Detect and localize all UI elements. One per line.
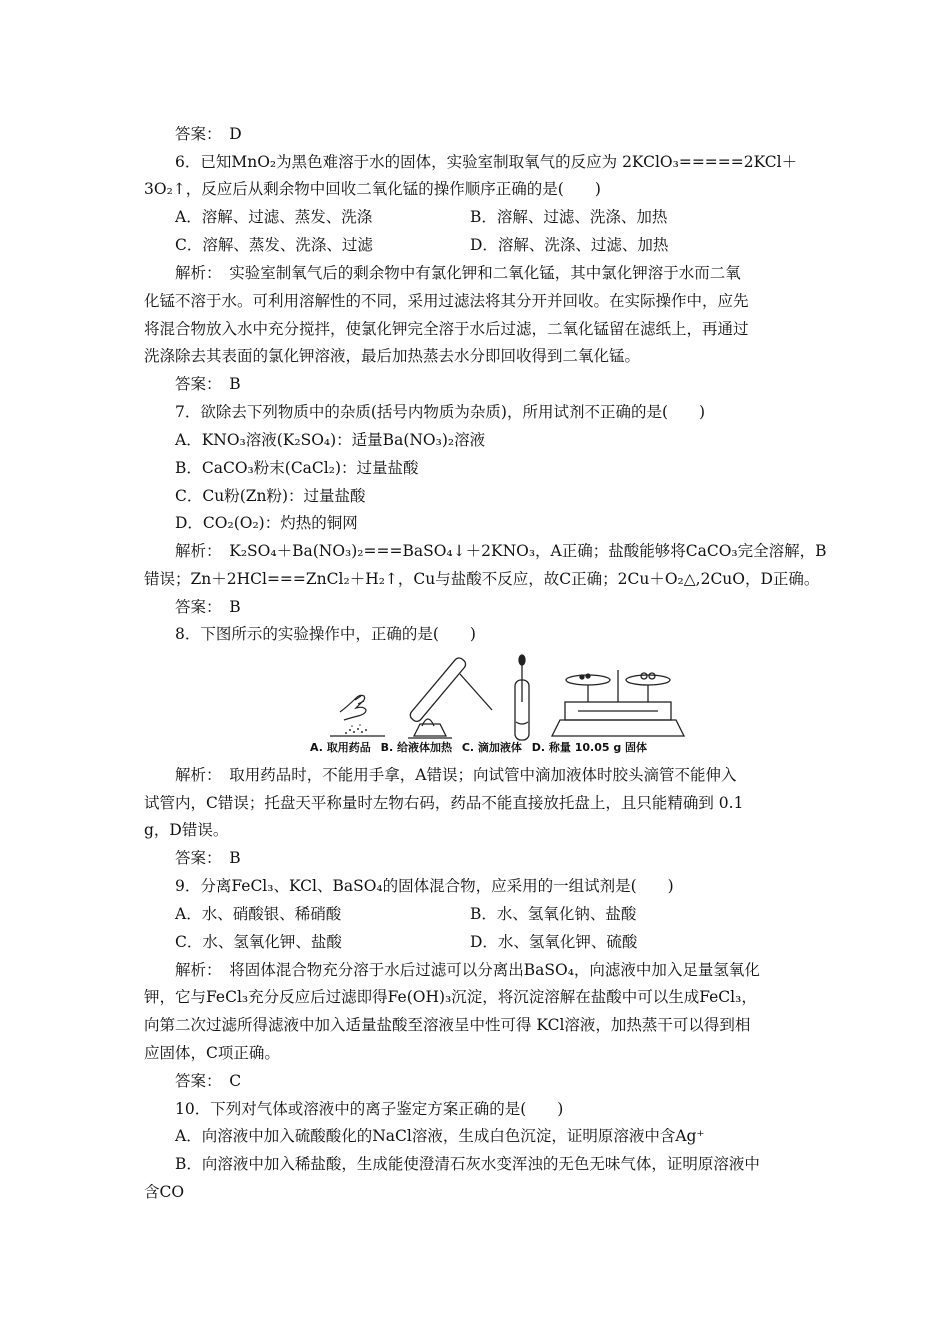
q7-explanation-line1: 解析： K₂SO₄＋Ba(NO₃)₂===BaSO₄↓＋2KNO₃，A正确；盐酸能够将CaCO₃完全溶解，B bbox=[175, 542, 827, 560]
question-6-line1: 6．已知MnO₂为黑色难溶于水的固体，实验室制取氧气的反应为 2KClO₃=====2KCl＋ bbox=[175, 153, 798, 171]
q9-explanation-line1: 解析： 将固体混合物充分溶于水后过滤可以分离出BaSO₄，向滤液中加入足量氢氧化 bbox=[175, 961, 760, 979]
question-7: 7．欲除去下列物质中的杂质(括号内物质为杂质)，所用试剂不正确的是( ) bbox=[175, 403, 706, 421]
dropper-test-tube-illustration bbox=[515, 655, 529, 740]
q6-option-a: A．溶解、过滤、蒸发、洗涤 bbox=[175, 208, 373, 226]
question-6-line2: 3O₂↑，反应后从剩余物中回收二氧化锰的操作顺序正确的是( ) bbox=[144, 180, 601, 198]
answer-6: 答案： B bbox=[175, 375, 241, 393]
q6-explanation-line1: 解析： 实验室制氧气后的剩余物中有氯化钾和二氧化锰，其中氯化钾溶于水而二氧 bbox=[175, 264, 741, 282]
caption-a: A. 取用药品 bbox=[310, 741, 371, 754]
q6-explanation-line3: 将混合物放入水中充分搅拌，使氯化钾完全溶于水后过滤，二氧化锰留在滤纸上，再通过 bbox=[144, 320, 749, 338]
q9-explanation-line4: 应固体，C项正确。 bbox=[144, 1044, 280, 1062]
q9-explanation-line2: 钾，它与FeCl₃充分反应后过滤即得Fe(OH)₃沉淀，将沉淀溶解在盐酸中可以生成FeCl₃， bbox=[144, 988, 757, 1006]
question-10: 10．下列对气体或溶液中的离子鉴定方案正确的是( ) bbox=[175, 1100, 564, 1118]
question-8: 8．下图所示的实验操作中，正确的是( ) bbox=[175, 625, 476, 643]
caption-b: B. 给液体加热 bbox=[380, 741, 452, 754]
q9-option-c: C．水、氢氧化钾、盐酸 bbox=[175, 933, 342, 951]
q7-option-d: D．CO₂(O₂)：灼热的铜网 bbox=[175, 514, 358, 532]
q6-option-d: D．溶解、洗涤、过滤、加热 bbox=[470, 236, 669, 254]
hand-taking-reagent-illustration bbox=[330, 695, 385, 736]
answer-5: 答案： D bbox=[175, 125, 242, 143]
q7-option-a: A．KNO₃溶液(K₂SO₄)：适量Ba(NO₃)₂溶液 bbox=[175, 431, 486, 449]
answer-8: 答案： B bbox=[175, 849, 241, 867]
q9-option-a: A．水、硝酸银、稀硝酸 bbox=[175, 905, 342, 923]
test-tube-heating-illustration bbox=[408, 656, 492, 738]
balance-illustration bbox=[552, 670, 684, 736]
q8-explanation-line3: g，D错误。 bbox=[144, 821, 229, 839]
answer-9: 答案： C bbox=[175, 1072, 242, 1090]
q7-option-b: B．CaCO₃粉末(CaCl₂)：过量盐酸 bbox=[175, 459, 419, 477]
q8-explanation-line1: 解析： 取用药品时，不能用手拿，A错误；向试管中滴加液体时胶头滴管不能伸入 bbox=[175, 766, 737, 784]
figure-captions bbox=[310, 739, 685, 755]
q7-explanation-line2: 错误；Zn＋2HCl===ZnCl₂＋H₂↑，Cu与盐酸不反应，故C正确；2Cu＋O₂△,2CuO，D正确。 bbox=[144, 570, 820, 588]
q6-option-c: C．溶解、蒸发、洗涤、过滤 bbox=[175, 236, 373, 254]
q9-option-d: D．水、氢氧化钾、硫酸 bbox=[470, 933, 638, 951]
caption-c: C. 滴加液体 bbox=[461, 741, 522, 754]
q9-option-b: B．水、氢氧化钠、盐酸 bbox=[470, 905, 637, 923]
q6-option-b: B．溶解、过滤、洗涤、加热 bbox=[470, 208, 668, 226]
q10-option-a: A．向溶液中加入硫酸酸化的NaCl溶液，生成白色沉淀，证明原溶液中含Ag⁺ bbox=[175, 1127, 705, 1145]
q6-explanation-line4: 洗涤除去其表面的氯化钾溶液，最后加热蒸去水分即回收得到二氧化锰。 bbox=[144, 347, 641, 365]
q10-option-b-line2: 含CO bbox=[144, 1183, 185, 1201]
question-9: 9．分离FeCl₃、KCl、BaSO₄的固体混合物，应采用的一组试剂是( ) bbox=[175, 877, 674, 895]
q10-option-b-line1: B．向溶液中加入稀盐酸，生成能使澄清石灰水变浑浊的无色无味气体，证明原溶液中 bbox=[175, 1155, 760, 1173]
answer-7: 答案： B bbox=[175, 598, 241, 616]
q6-explanation-line2: 化锰不溶于水。可利用溶解性的不同，采用过滤法将其分开并回收。在实际操作中，应先 bbox=[144, 292, 749, 310]
caption-d: D. 称量 10.05 g 固体 bbox=[531, 741, 648, 754]
q8-explanation-line2: 试管内，C错误；托盘天平称量时左物右码，药品不能直接放托盘上，且只能精确到 0.1 bbox=[144, 794, 744, 812]
q7-option-c: C．Cu粉(Zn粉)：过量盐酸 bbox=[175, 487, 366, 505]
q9-explanation-line3: 向第二次过滤所得滤液中加入适量盐酸至溶液呈中性可得 KCl溶液，加热蒸干可以得到相 bbox=[144, 1016, 751, 1034]
